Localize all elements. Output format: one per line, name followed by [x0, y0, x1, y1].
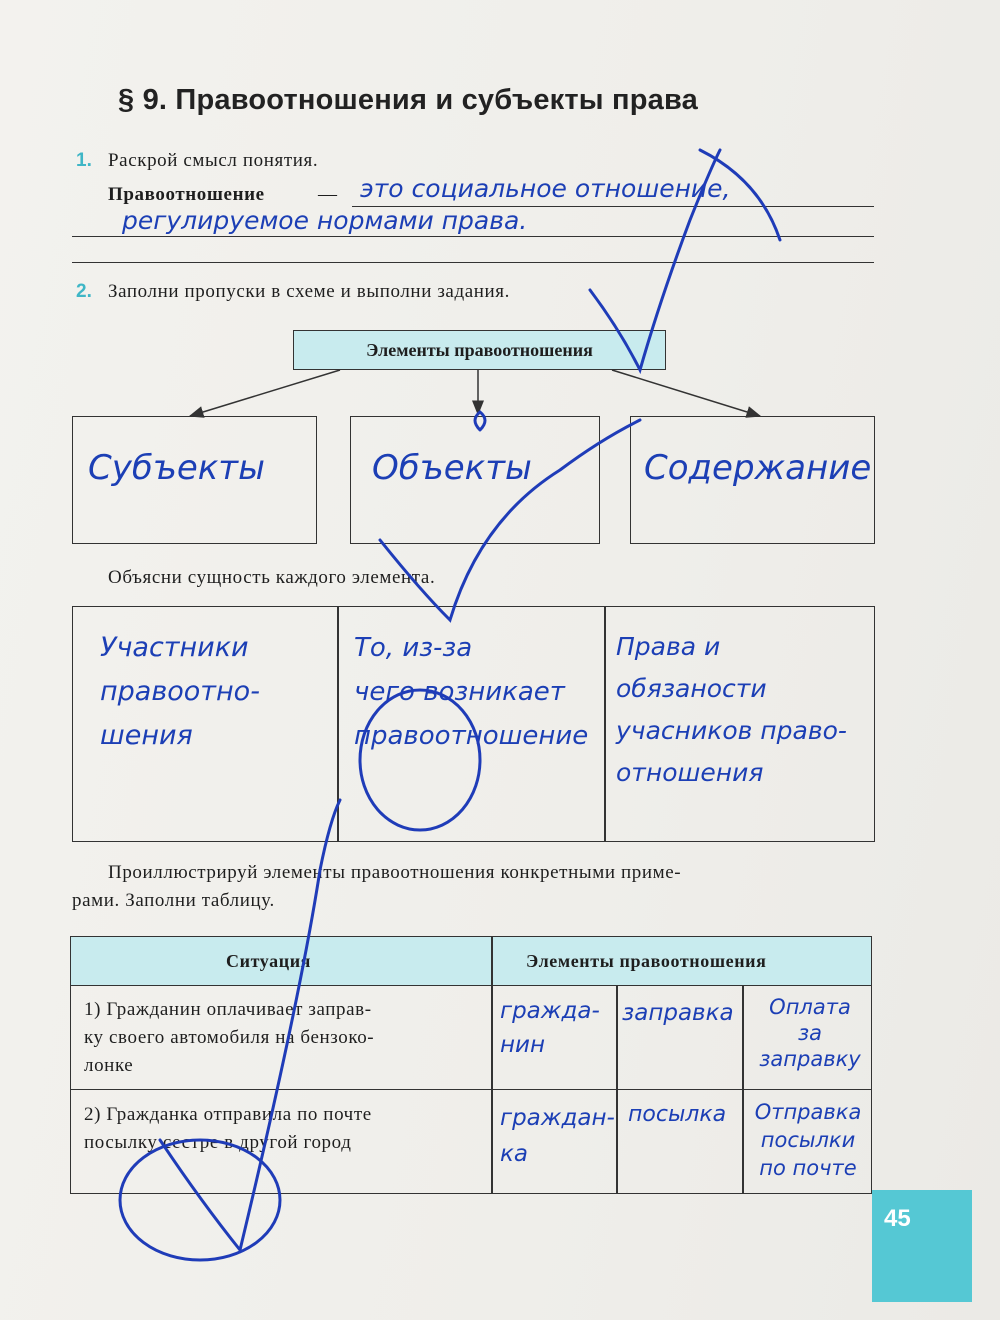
- explain-answer-subjects-line: правоотно-: [100, 676, 260, 707]
- explain-answer-objects-line: чего возникает: [354, 677, 565, 707]
- situation-line: посылку сестре в другой город: [84, 1132, 352, 1153]
- illustrate-prompt-line1: Проиллюстрируй элементы правоотношения конкретными приме-: [108, 862, 682, 883]
- answer-line: Оплата: [769, 995, 851, 1019]
- answer-line: за: [797, 1021, 823, 1045]
- page-title: § 9. Правоотношения и субъекты права: [118, 84, 698, 116]
- answer-line: посылки: [760, 1128, 856, 1152]
- scheme-title: Элементы правоотношения: [366, 339, 593, 360]
- table-header-elements: Элементы правоотношения: [526, 951, 767, 971]
- circle-mark-middle: [360, 690, 480, 830]
- answer-line: Отправка: [754, 1100, 862, 1124]
- check-mark-bottom: [160, 800, 340, 1250]
- answer-line: по почте: [759, 1156, 857, 1180]
- task2-prompt: Заполни пропуски в схеме и выполни задания.: [108, 281, 510, 302]
- answer-line: заправку: [759, 1047, 861, 1071]
- situation-line: ку своего автомобиля на бензоко-: [84, 1027, 375, 1048]
- situation-line: лонке: [84, 1055, 134, 1076]
- answer-line: ка: [500, 1141, 528, 1167]
- illustrate-prompt-line2: рами. Заполни таблицу.: [72, 890, 275, 911]
- explain-answer-objects-line: То, из-за: [354, 633, 473, 663]
- task1-prompt: Раскрой смысл понятия.: [108, 150, 319, 171]
- row2-object-answer: посылка: [628, 1102, 727, 1127]
- explain-prompt: Объясни сущность каждого элемента.: [108, 567, 436, 588]
- table-header-situation: Ситуация: [226, 951, 312, 971]
- task1-number: 1.: [76, 150, 92, 171]
- explain-answer-content-line: Права и: [616, 632, 721, 661]
- task2-number: 2.: [76, 281, 92, 302]
- scheme-arrow-left: [190, 370, 340, 416]
- explain-answer-objects-line: правоотношение: [354, 721, 589, 751]
- task1-handwritten-answer-line2: регулируемое нормами права.: [122, 206, 528, 235]
- task1-handwritten-answer-line1: это социальное отношение,: [360, 174, 731, 203]
- explain-answer-subjects-line: шения: [100, 720, 193, 751]
- check-mark-middle: [380, 420, 640, 620]
- scheme-answer-content: Содержание: [644, 448, 872, 488]
- scheme-arrows: [190, 370, 760, 416]
- check-mark-top: [590, 150, 720, 370]
- explain-answer-content-line: обязаности: [616, 674, 767, 703]
- dot-mark: [475, 412, 485, 430]
- explain-answer-content-line: учасников право-: [616, 716, 847, 745]
- answer-line: нин: [500, 1032, 546, 1058]
- teacher-check-marks: [120, 150, 780, 1260]
- task1-dash: —: [318, 184, 338, 205]
- answer-line: гражда-: [500, 998, 600, 1024]
- page-number: 45: [884, 1205, 911, 1232]
- answer-line: граждан-: [500, 1105, 615, 1131]
- explain-answer-content-line: отношения: [616, 758, 764, 787]
- scheme-answer-subjects: Субъекты: [88, 448, 265, 488]
- scheme-answer-objects: Объекты: [372, 448, 532, 488]
- task1-term: Правоотношение: [108, 184, 265, 205]
- situation-line: 2) Гражданка отправила по почте: [84, 1104, 372, 1125]
- row1-object-answer: заправка: [622, 1000, 734, 1026]
- scheme-arrow-right: [612, 370, 760, 416]
- explain-answer-subjects-line: Участники: [100, 632, 249, 663]
- situation-line: 1) Гражданин оплачивает заправ-: [84, 999, 372, 1020]
